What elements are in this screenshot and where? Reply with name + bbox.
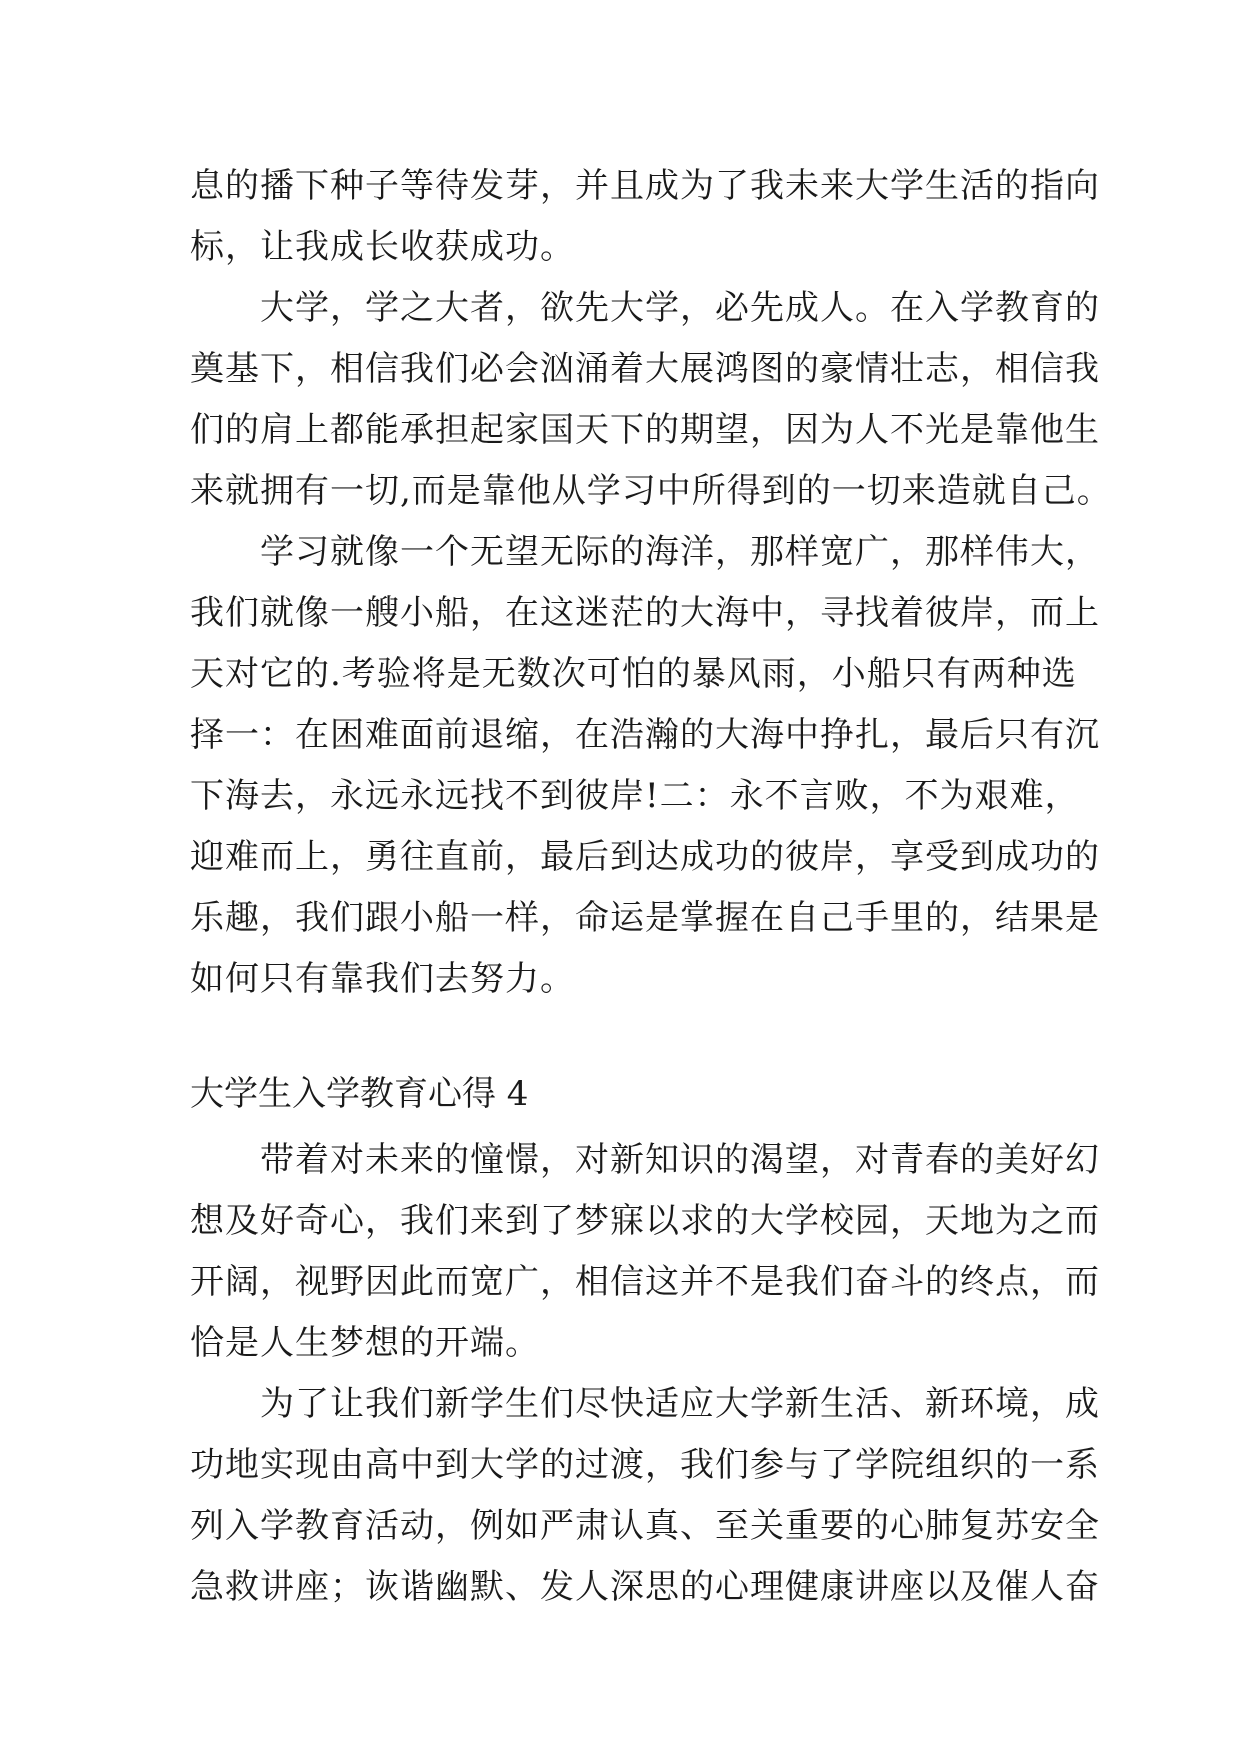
text-line: 息的播下种子等待发芽，并且成为了我未来大学生活的指向 bbox=[190, 166, 1100, 206]
text-line: 标，让我成长收获成功。 bbox=[190, 227, 575, 267]
text-line: 学习就像一个无望无际的海洋，那样宽广，那样伟大， bbox=[260, 532, 1100, 572]
text-line: 列入学教育活动，例如严肃认真、至关重要的心肺复苏安全 bbox=[190, 1506, 1100, 1546]
paragraph-activities bbox=[190, 1374, 1100, 1618]
text-line: 恰是人生梦想的开端。 bbox=[190, 1323, 540, 1363]
section-title: 大学生入学教育心得 4 bbox=[190, 1074, 529, 1114]
text-line: 大学，学之大者，欲先大学，必先成人。在入学教育的 bbox=[260, 288, 1100, 328]
text-line: 奠基下，相信我们必会汹涌着大展鸿图的豪情壮志，相信我 bbox=[190, 349, 1100, 389]
text-line: 带着对未来的憧憬，对新知识的渴望，对青春的美好幻 bbox=[260, 1140, 1100, 1180]
text-line: 我们就像一艘小船，在这迷茫的大海中，寻找着彼岸，而上 bbox=[190, 593, 1100, 633]
text-line: 择一：在困难面前退缩，在浩瀚的大海中挣扎，最后只有沉 bbox=[190, 715, 1100, 755]
text-line: 急救讲座；诙谐幽默、发人深思的心理健康讲座以及催人奋 bbox=[190, 1567, 1100, 1607]
text-line: 开阔，视野因此而宽广，相信这并不是我们奋斗的终点，而 bbox=[190, 1262, 1100, 1302]
text-line: 下海去，永远永远找不到彼岸!二：永不言败，不为艰难， bbox=[190, 776, 1080, 816]
text-line: 想及好奇心，我们来到了梦寐以求的大学校园，天地为之而 bbox=[190, 1201, 1100, 1241]
text-line: 来就拥有一切,而是靠他从学习中所得到的一切来造就自己。 bbox=[190, 471, 1112, 511]
paragraph-university bbox=[190, 278, 1112, 522]
paragraph-continuation bbox=[190, 156, 1100, 278]
text-line: 如何只有靠我们去努力。 bbox=[190, 959, 575, 999]
text-line: 天对它的.考验将是无数次可怕的暴风雨，小船只有两种选 bbox=[190, 654, 1077, 694]
text-line: 为了让我们新学生们尽快适应大学新生活、新环境，成 bbox=[260, 1384, 1100, 1424]
paragraph-ocean bbox=[190, 522, 1100, 1010]
text-line: 们的肩上都能承担起家国天下的期望，因为人不光是靠他生 bbox=[190, 410, 1100, 450]
document-body bbox=[190, 156, 1112, 1618]
text-line: 乐趣，我们跟小船一样，命运是掌握在自己手里的，结果是 bbox=[190, 898, 1100, 938]
text-line: 功地实现由高中到大学的过渡，我们参与了学院组织的一系 bbox=[190, 1445, 1100, 1485]
section-spacer bbox=[190, 1010, 1050, 1058]
text-line: 迎难而上，勇往直前，最后到达成功的彼岸，享受到成功的 bbox=[190, 837, 1100, 877]
paragraph-arrival bbox=[190, 1130, 1100, 1374]
